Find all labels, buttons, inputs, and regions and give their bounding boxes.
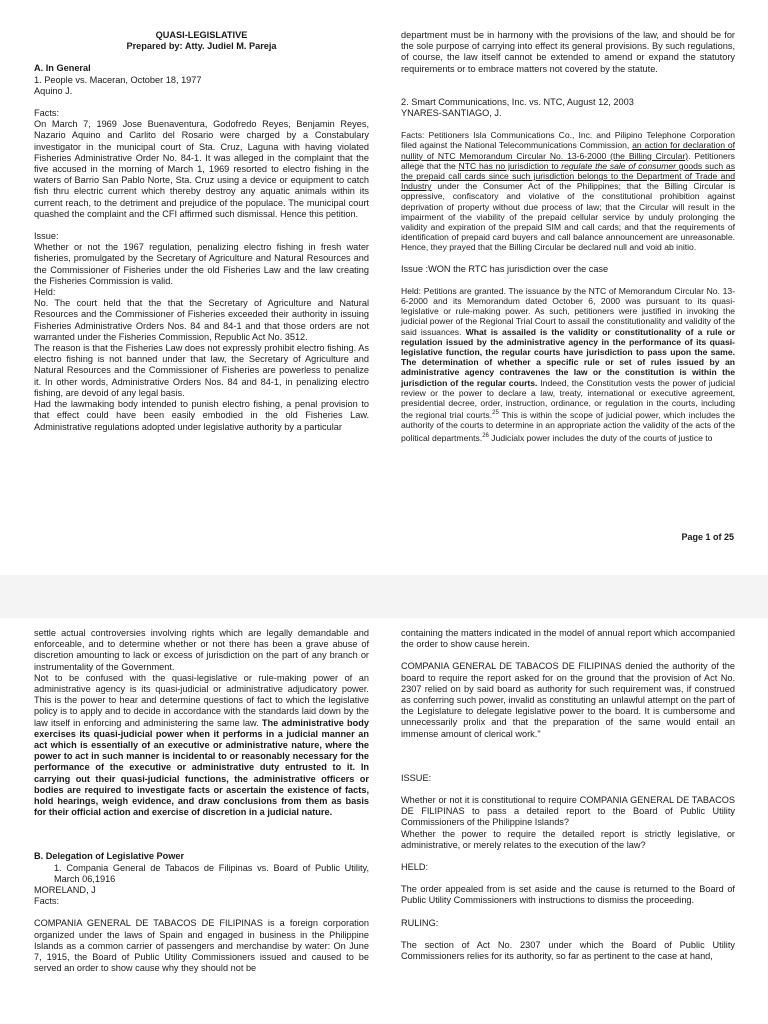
section-b-heading: B. Delegation of Legislative Power	[34, 851, 185, 862]
case-b1-ponente: MORELAND, J	[34, 885, 96, 896]
page-gap	[0, 575, 768, 618]
case-b1-title: 1. Compania General de Tabacos de Filipinas vs. Board of Public Utility, March 06,1916	[54, 862, 369, 884]
denied-paragraph: COMPANIA GENERAL DE TABACOS DE FILIPINAS denied the authority of the board to require the report asked for on the ground that the provision of Act No. 2307 relied on by said board as authority for such requirement was, if construed as conferring such power, invalid as constituting an unlawful attempt on the part of the Legislature to delegate legislative power to the board. It is cumbersome and unnecessarily prolix and that the preparation of the same would entail an immense amount of clerical work."	[401, 661, 735, 739]
issue-paragraph-2: Whether the power to require the detailed report is strictly legislative, or administrative, or merely relates to the execution of the law?	[401, 828, 735, 850]
held-paragraph-3: Had the lawmaking body intended to punish electro fishing, a penal provision to that effect could have been easily embodied in the old Fisheries Law. Administrative regulations adopted under legislative authority by a particular	[34, 399, 369, 432]
prepared-by: Prepared by: Atty. Judiel M. Pareja	[126, 41, 277, 52]
case-2-issue: Issue :WON the RTC has jurisdiction over the case	[401, 263, 609, 274]
case-2-ponente: YNARES-SANTIAGO, J.	[401, 108, 502, 119]
continued-paragraph: containing the matters indicated in the model of annual report which accompanied the order to show cause herein.	[401, 628, 735, 650]
held-paragraph-1: No. The court held that the that the Secretary of Agriculture and Natural Resources and the Commissioner of Fisheries exceeded their authority in issuing Fisheries Administrative Orders Nos. 84 and 84-1 and that those orders are not warranted under the Fisheries Commission, Republic Act No. 3512.	[34, 298, 369, 342]
case-2-title: 2. Smart Communications, Inc. vs. NTC, August 12, 2003	[401, 96, 634, 107]
case-2-facts: Facts: Petitioners Isla Communications Co., Inc. and Pilipino Telephone Corporation filed against the National Telecommunications Commission, an action for declaration of nullity of NTC Memorandum Circular No. 13-6-2000 (the Billing Circular). Petitioners allege that the NTC has no jurisdiction to regulate the sale of consumer goods such as the prepaid call cards since such jurisdiction belongs to the Department of Trade and Industry under the Consumer Act of the Philippines; that the Billing Circular is oppressive, confiscatory and violative of the constitutional prohibition against deprivation of property without due process of law; that the Circular will result in the impairment of the viability of the prepaid cellular service by unduly prolonging the validity and expiration of the prepaid SIM and call cards; and that the requirements of identification of prepaid card buyers and call balance announcement are unreasonable. Hence, they prayed that the Billing Circular be declared null and void ab initio.	[401, 130, 736, 253]
facts-paragraph: On March 7, 1969 Jose Buenaventura, Godofredo Reyes, Benjamin Reyes, Nazario Aquino and Carlito del Rosario were charged by a Constabulary investigator in the municipal court of Sta. Cruz, Laguna with having violated Fisheries Administrative Order No. 84-1. It was alleged in the complaint that the five accused in the morning of March 1, 1969 resorted to electro fishing in the waters of Barrio San Pablo Norte, Sta. Cruz using a device or equipment to catch fish thru electric current which thereby destroy any aquatic animals within its current reach, to the detriment and prejudice of the populace. The municipal court quashed the complaint and the CFI affirmed such dismissal. Hence this petition.	[34, 119, 369, 219]
issue-label: Issue:	[34, 231, 59, 242]
facts-label: Facts:	[34, 896, 60, 907]
document-page-2	[0, 618, 768, 1024]
facts-paragraph: COMPANIA GENERAL DE TABACOS DE FILIPINAS is a foreign corporation organized under the laws of Spain and engaged in business in the Philippine Islands as a common carrier of passengers and merchandise by water: On June 7, 1915, the Board of Public Utility Commissioners issued and caused to be served an order to show cause why they should not be	[34, 918, 369, 974]
section-a-heading: A. In General	[34, 63, 91, 74]
held-paragraph: The order appealed from is set aside and the cause is returned to the Board of Public Utility Commissioners with instructions to dismiss the proceeding.	[401, 884, 735, 906]
ruling-paragraph: The section of Act No. 2307 under which the Board of Public Utility Commissioners relies for its authority, so far as pertinent to the case at hand,	[401, 939, 735, 962]
ruling-label: RULING:	[401, 917, 439, 928]
held-label: Held:	[34, 287, 56, 298]
continued-paragraph: department must be in harmony with the provisions of the law, and should be for the sole purpose of carrying into effect its general provisions. By such regulations, of course, the law itself cannot be extended to amend or expand the statutory requirements or to embrace matters not covered by the statute.	[401, 30, 735, 74]
continued-paragraph: settle actual controversies involving rights which are legally demandable and enforceable, and to determine whether or not there has been a grave abuse of discretion amounting to lack or excess of jurisdiction on the part of any branch or instrumentality of the Government.	[34, 628, 369, 672]
page2-left-column	[34, 628, 369, 974]
case-2-held: Held: Petitions are granted. The issuance by the NTC of Memorandum Circular No. 13-6-2000 and its Memorandum dated October 6, 2000 was pursuant to its quasi-legislative or rule-making power. As such, petitioners were justified in invoking the judicial power of the Regional Trial Court to assail the constitutionality and validity of the said issuances. What is assailed is the validity or constitutionality of a rule or regulation issued by the administrative agency in the performance of its quasi-legislative function, the regular courts have jurisdiction to pass upon the same. The determination of whether a specific rule or set of rules issued by an administrative agency contravenes the law or the constitution is within the jurisdiction of the regular courts. Indeed, the Constitution vests the power of judicial review or the power to declare a law, treaty, international or executive agreement, presidential decree, order, instruction, ordinance, or regulation in the courts, including the regional trial courts.$^{25}$ This is within the scope of judicial power, which includes the authority of the courts to determine in an appropriate action the validity of the acts of the political departments.$^{26}$ Judicialx power includes the duty of the courts of justice to	[401, 285, 735, 443]
document-title: QUASI-LEGISLATIVE	[155, 30, 248, 40]
page1-left-column	[34, 30, 369, 433]
quasi-judicial-paragraph: Not to be confused with the quasi-legislative or rule-making power of an administrative agency is its quasi-judicial or administrative adjudicatory power. This is the power to hear and determine questions of fact to which the legislative policy is to apply and to decide in accordance with the standards laid down by the law itself in enforcing and administering the same law. The administrative body exercises its quasi-judicial power when it performs in a judicial manner an act which is essentially of an executive or administrative nature, where the power to act in such manner is incidental to or reasonably necessary for the performance of the executive or administrative duty entrusted to it. In carrying out their quasi-judicial functions, the administrative officers or bodies are required to investigate facts or ascertain the existence of facts, hold hearings, weigh evidence, and draw conclusions from them as basis for their official action and exercise of discretion in a judicial nature.	[34, 672, 369, 818]
held-label: HELD:	[401, 862, 429, 873]
page-number: Page 1 of 25	[681, 532, 734, 542]
held-paragraph-2: The reason is that the Fisheries Law does not expressly prohibit electro fishing. As electro fishing is not banned under that law, the Secretary of Agriculture and Natural Resources and the Commissioner of Fisheries are powerless to penalize it. In other words, Administrative Orders Nos. 84 and 84-1, in penalizing electro fishing, are devoid of any legal basis.	[34, 343, 369, 398]
facts-label: Facts:	[34, 108, 60, 119]
issue-paragraph: Whether or not the 1967 regulation, penalizing electro fishing in fresh water fisheries, promulgated by the Secretary of Agriculture and Natural Resources and the Commissioner of Fisheries under the old Fisheries Law and the law creating the Fisheries Commission is valid.	[34, 242, 369, 286]
issue-label: ISSUE:	[401, 772, 432, 783]
case-1-title: 1. People vs. Maceran, October 18, 1977	[34, 74, 202, 85]
page2-right-column	[401, 628, 735, 962]
issue-paragraph-1: Whether or not it is constitutional to require COMPANIA GENERAL DE TABACOS DE FILIPINAS to pass a detailed report to the Board of Public Utility Commissioners of the Philippine Islands?	[401, 795, 735, 828]
case-1-ponente: Aquino J.	[34, 85, 73, 96]
page1-right-column	[401, 30, 735, 443]
